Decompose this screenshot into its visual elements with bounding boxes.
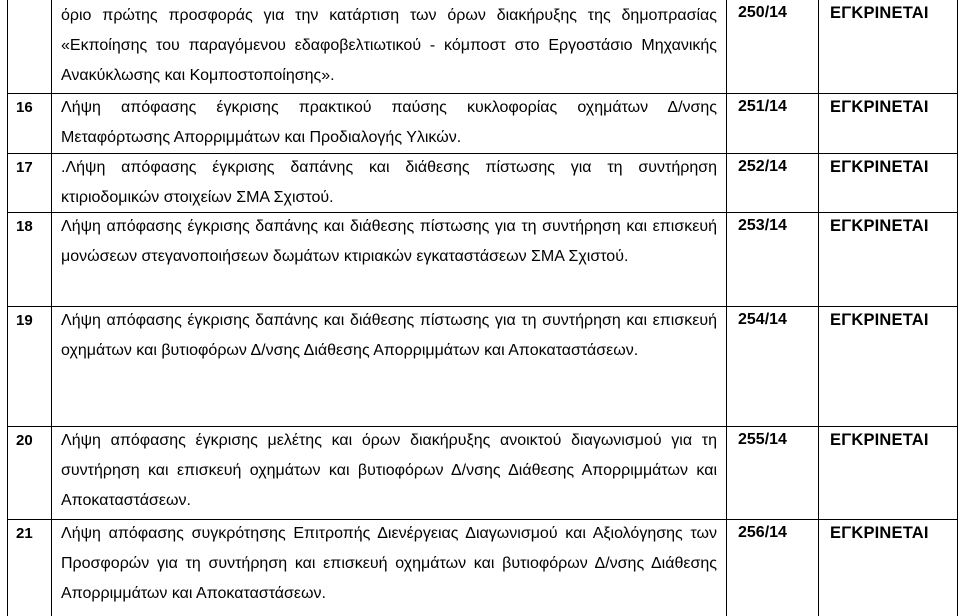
grid-line-h [7, 153, 958, 154]
decision-number: 251/14 [738, 98, 787, 115]
status-label: ΕΓΚΡΙΝΕΤΑΙ [830, 431, 929, 449]
grid-line-h [7, 519, 958, 520]
status-label: ΕΓΚΡΙΝΕΤΑΙ [830, 311, 929, 329]
row-number: 18 [16, 218, 33, 235]
decision-number: 256/14 [738, 524, 787, 541]
row-description: Λήψη απόφασης έγκρισης πρακτικού παύσης κυκλοφορίας οχημάτων Δ/νσης Μεταφόρτωσης Απορριμμάτων και Προδιαλογής Υλικών. [61, 99, 717, 146]
row-description: Λήψη απόφασης έγκρισης μελέτης και όρων διακήρυξης ανοικτού διαγωνισμού για τη συντήρηση και επισκευή οχημάτων και βυτιοφόρων Δ/νσης Διάθεσης Απορριμμάτων και Αποκαταστάσεων. [61, 432, 717, 509]
table-row [0, 153, 960, 212]
table-row [0, 212, 960, 306]
row-number: 16 [16, 99, 33, 116]
status-label: ΕΓΚΡΙΝΕΤΑΙ [830, 217, 929, 235]
grid-line-h [7, 212, 958, 213]
row-number: 17 [16, 159, 33, 176]
row-number: 19 [16, 312, 33, 329]
table-row [0, 519, 960, 616]
table-row [0, 306, 960, 426]
status-label: ΕΓΚΡΙΝΕΤΑΙ [830, 4, 929, 22]
row-description: όριο πρώτης προσφοράς για την κατάρτιση των όρων διακήρυξης της δημοπρασίας «Εκποίησης του παραγόμενου εδαφοβελτιωτικού - κόμποστ στο Εργοστάσιο Μηχανικής Ανακύκλωσης και Κομποστοποίησης». [61, 7, 717, 84]
decision-number: 254/14 [738, 311, 787, 328]
row-number: 20 [16, 432, 33, 449]
table-row [0, 0, 960, 93]
decision-number: 255/14 [738, 431, 787, 448]
grid-line-h [7, 306, 958, 307]
status-label: ΕΓΚΡΙΝΕΤΑΙ [830, 524, 929, 542]
row-number: 21 [16, 525, 33, 542]
row-description: Λήψη απόφασης έγκρισης δαπάνης και διάθεσης πίστωσης για τη συντήρηση και επισκευή οχημάτων και βυτιοφόρων Δ/νσης Διάθεσης Απορριμμάτων και Αποκαταστάσεων. [61, 312, 717, 359]
decision-number: 253/14 [738, 217, 787, 234]
row-description: .Λήψη απόφασης έγκρισης δαπάνης και διάθεσης πίστωσης για τη συντήρηση κτιριοδομικών στοιχείων ΣΜΑ Σχιστού. [61, 159, 717, 206]
grid-line-h [7, 93, 958, 94]
status-label: ΕΓΚΡΙΝΕΤΑΙ [830, 158, 929, 176]
table-row [0, 426, 960, 519]
row-description: Λήψη απόφασης έγκρισης δαπάνης και διάθεσης πίστωσης για τη συντήρηση και επισκευή μονώσεων στεγανοποιήσεων δωμάτων κτιριακών εγκαταστάσεων ΣΜΑ Σχιστού. [61, 218, 717, 265]
row-description: Λήψη απόφασης συγκρότησης Επιτροπής Διενέργειας Διαγωνισμού και Αξιολόγησης των Προσφορών για τη συντήρηση και επισκευή οχημάτων και βυτιοφόρων Δ/νσης Διάθεσης Απορριμμάτων και Αποκαταστάσεων. [61, 525, 717, 602]
decision-number: 250/14 [738, 4, 787, 21]
grid-line-h [7, 426, 958, 427]
decision-number: 252/14 [738, 158, 787, 175]
status-label: ΕΓΚΡΙΝΕΤΑΙ [830, 98, 929, 116]
table-row [0, 93, 960, 153]
row-number [16, 0, 50, 6]
